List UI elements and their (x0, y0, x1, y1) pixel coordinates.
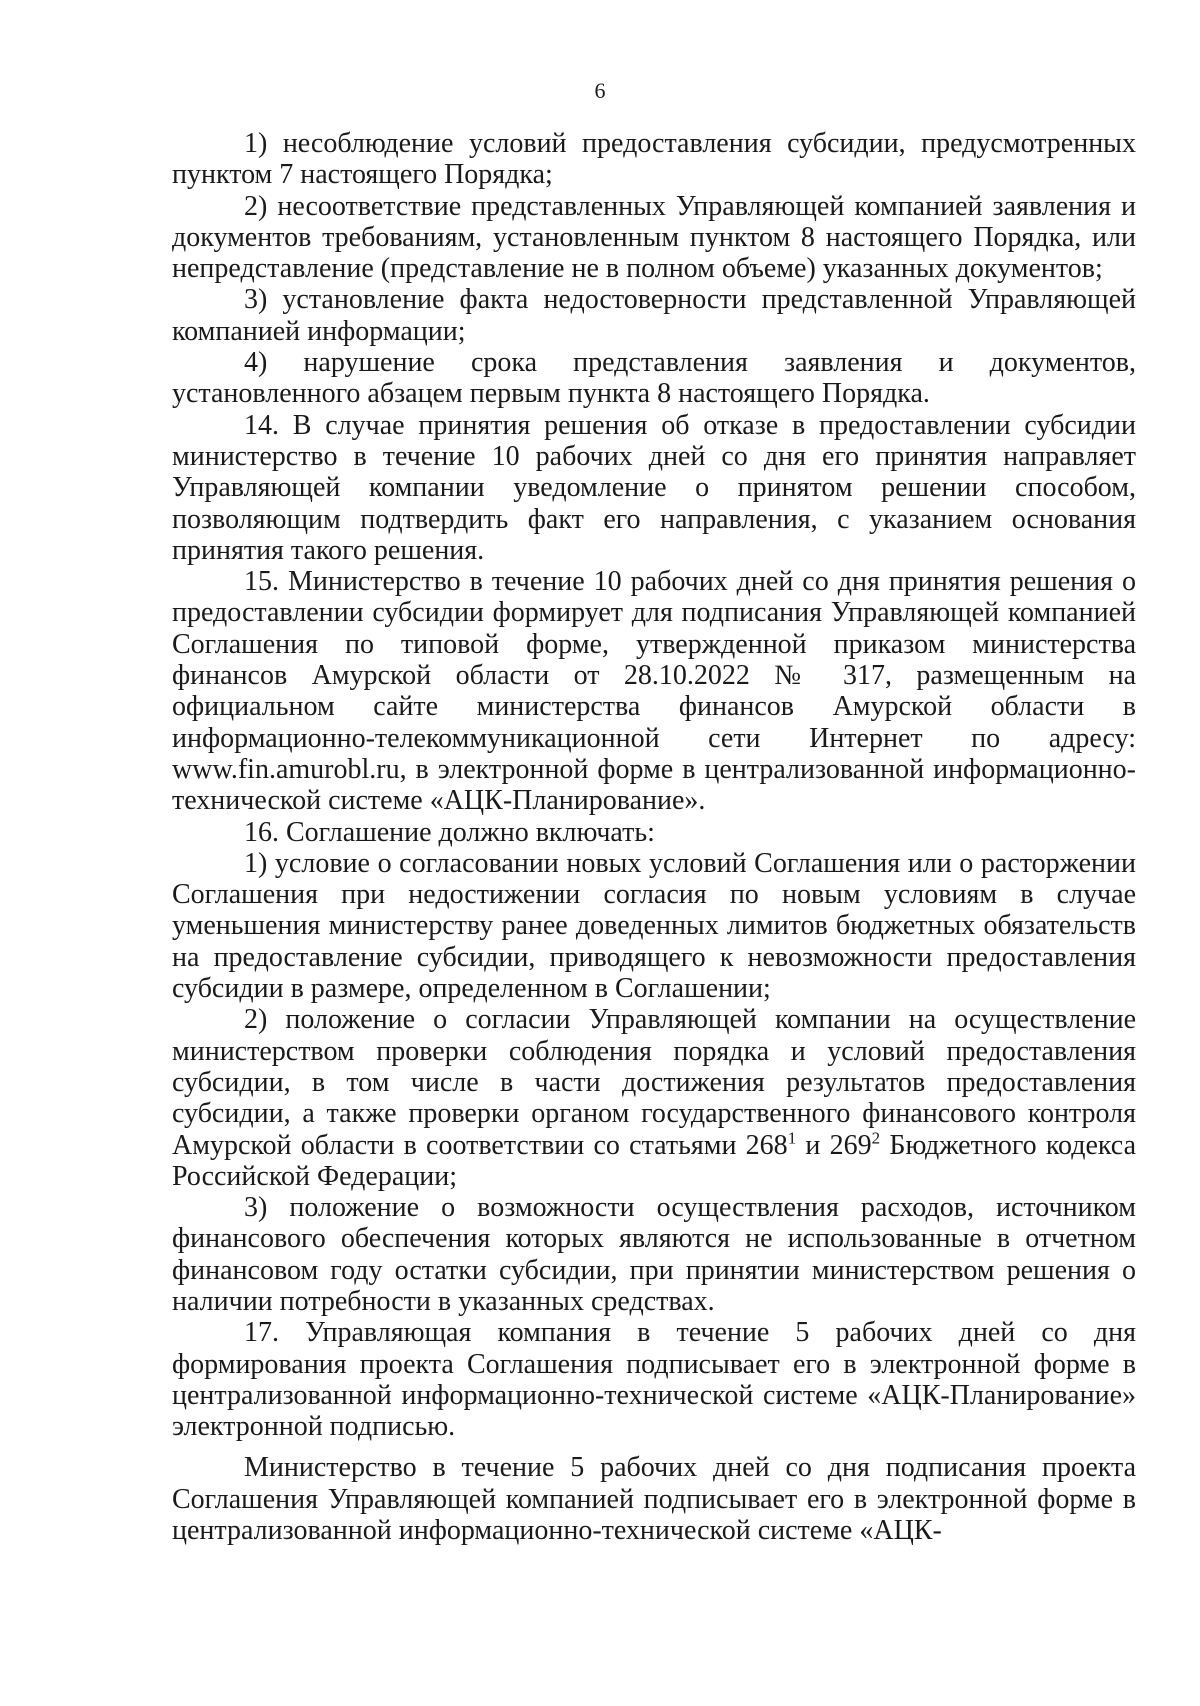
list-item-2: 2) несоответствие представленных Управляющей компанией заявления и документов требованиям, установленным пунктом 8 настоящего Порядка, или непредставление (представление не в полном объеме) указанных документов; (172, 190, 1136, 285)
clause-16-item-2-text-before: 2) положение о согласии Управляющей компании на осуществление министерством проверки соблюдения порядка и условий предоставления субсидии, в том числе в части достижения результатов предоставления субсидии, а также проверки органом государственного финансового контроля Амурской области в соответствии со статьями 268 (172, 1004, 1136, 1161)
clause-16-item-3: 3) положение о возможности осуществления расходов, источником финансового обеспечения которых являются не использованные в отчетном финансовом году остатки субсидии, при принятии министерством решения о наличии потребности в указанных средствах. (172, 1192, 1136, 1317)
clause-16: 16. Соглашение должно включать: (244, 816, 655, 848)
clause-16-item-2-text-after: Бюджетного кодекса Российской Федерации; (172, 1129, 1136, 1192)
list-item-4: 4) нарушение срока представления заявления и документов, установленного абзацем первым пункта 8 настоящего Порядка. (172, 347, 1136, 410)
clause-14: 14. В случае принятия решения об отказе в предоставлении субсидии министерство в течение 10 рабочих дней со дня его принятия направляет Управляющей компании уведомление о принятом решении способом, позволяющим подтвердить факт его направления, с указанием основания принятия такого решения. (172, 409, 1136, 566)
list-item-3: 3) установление факта недостоверности представленной Управляющей компанией информации; (172, 284, 1136, 347)
superscript-2: 2 (871, 1128, 881, 1148)
clause-16-item-2-text-middle: и 269 (796, 1129, 872, 1161)
clause-16-item-1: 1) условие о согласовании новых условий Соглашения или о расторжении Соглашения при недостижении согласия по новым условиям в случае уменьшения министерству ранее доведенных лимитов бюджетных обязательств на предоставление субсидии, приводящего к невозможности предоставления субсидии в размере, определенном в Соглашении; (172, 847, 1136, 1005)
clause-17-paragraph-2: Министерство в течение 5 рабочих дней со дня подписания проекта Соглашения Управляющей компанией подписывает его в электронной форме в централизованной информационно-технической системе «АЦК- (172, 1452, 1136, 1547)
clause-17: 17. Управляющая компания в течение 5 рабочих дней со дня формирования проекта Соглашения подписывает его в электронной форме в централизованной информационно-технической системе «АЦК-Планирование» электронной подписью. (172, 1317, 1136, 1443)
paragraph-gap (172, 1442, 1136, 1452)
list-item-1: 1) несоблюдение условий предоставления субсидии, предусмотренных пунктом 7 настоящего Порядка; (172, 128, 1136, 191)
document-body (172, 128, 1136, 1546)
page-number: 6 (594, 78, 606, 103)
clause-16-item-2 (172, 1004, 1136, 1192)
superscript-1: 1 (787, 1128, 797, 1148)
clause-15: 15. Министерство в течение 10 рабочих дней со дня принятия решения о предоставлении субсидии формирует для подписания Управляющей компанией Соглашения по типовой форме, утвержденной приказом министерства финансов Амурской области от 28.10.2022 № 317, размещенным на официальном сайте министерства финансов Амурской области в информационно-телекоммуникационной сети Интернет по адресу: www.fin.amurobl.ru, в электронной форме в централизованной информационно-технической системе «АЦК-Планирование». (172, 566, 1136, 817)
